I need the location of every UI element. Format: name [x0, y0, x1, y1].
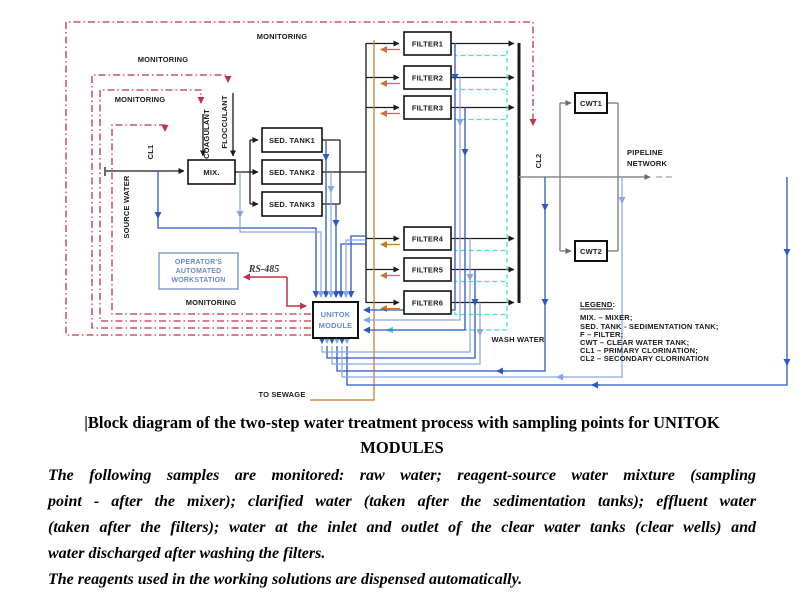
caption-body-line: point - after the mixer); clarified water (taken after the sedimentation tanks); effluent water	[48, 493, 756, 510]
pipeline-label-1: PIPELINE	[627, 148, 663, 157]
clear-water-lines	[519, 103, 672, 251]
sed-tank3-label: SED. TANK3	[268, 200, 316, 209]
filter2-label: FILTER2	[411, 73, 444, 83]
legend	[580, 300, 719, 363]
filter1-label: FILTER1	[411, 39, 444, 49]
caption-title	[48, 410, 756, 460]
legend-item: MIX. – MIXER;	[580, 313, 633, 322]
cl2-label: CL2	[534, 153, 543, 169]
monitoring-label-bottom: MONITORING	[185, 298, 237, 307]
legend-title: LEGEND:	[580, 300, 616, 309]
caption-body-line: water discharged after washing the filters.	[48, 545, 326, 562]
filter6-label: FILTER6	[411, 298, 444, 308]
legend-item: CWT – CLEAR WATER TANK;	[580, 338, 690, 347]
legend-item: F – FILTER;	[580, 330, 624, 339]
caption-body-line: The following samples are monitored: raw water; reagent-source water mixture (sampling	[48, 467, 756, 484]
rs485-link	[244, 277, 306, 306]
caption-body	[48, 463, 756, 593]
sampling-lines-royal	[158, 44, 787, 386]
mixer-label: MIX.	[203, 168, 220, 177]
caption-cursor-bar: |	[84, 413, 88, 432]
sed-tank2-label: SED. TANK2	[268, 168, 316, 177]
wash-water-label: WASH WATER	[491, 335, 545, 344]
caption-title-line1: Block diagram of the two-step water treatment process with sampling points for UNITOK	[87, 413, 720, 432]
rs485-label: RS-485	[248, 264, 280, 275]
cwt2-label: CWT2	[579, 247, 603, 256]
cwt1-label: CWT1	[579, 99, 603, 108]
sewage-lines	[310, 40, 400, 400]
filter4-label: FILTER4	[411, 234, 444, 244]
caption-body-line: (taken after the filters); water at the inlet and outlet of the clear water tanks (clear wells) and	[48, 519, 756, 536]
coagulant-label: COAGULANT	[202, 109, 211, 159]
workstation-label-3: WORKSTATION	[171, 277, 226, 284]
cl1-label: CL1	[146, 144, 155, 160]
legend-item: SED. TANK - SEDIMENTATION TANK;	[580, 322, 719, 331]
monitoring-label-2: MONITORING	[137, 55, 189, 64]
unitok-module-box	[313, 302, 358, 338]
to-sewage-label: TO SEWAGE	[258, 390, 306, 399]
filter3-label: FILTER3	[411, 103, 444, 113]
unitok-label-2: MODULE	[318, 321, 353, 330]
legend-item: CL2 – SECONDARY CLORINATION	[580, 354, 710, 363]
unitok-label-1: UNITOK	[320, 310, 351, 319]
flocculant-label: FLOCCULANT	[220, 95, 229, 149]
filter5-label: FILTER5	[411, 265, 444, 275]
pipeline-label-2: NETWORK	[627, 159, 668, 168]
figure-caption	[48, 410, 756, 593]
source-water-label: SOURCE WATER	[122, 175, 131, 239]
monitoring-label-top: MONITORING	[256, 32, 308, 41]
caption-body-line2: The reagents used in the working solutions are dispensed automatically.	[48, 571, 523, 588]
workstation-label-2: AUTOMATED	[175, 268, 222, 275]
monitoring-label-3: MONITORING	[114, 95, 166, 104]
sed-tank1-label: SED. TANK1	[268, 136, 316, 145]
legend-item: CL1 – PRIMARY CLORINATION;	[580, 346, 698, 355]
workstation-label-1: OPERATOR'S	[174, 259, 223, 266]
caption-title-line2: MODULES	[360, 438, 444, 457]
